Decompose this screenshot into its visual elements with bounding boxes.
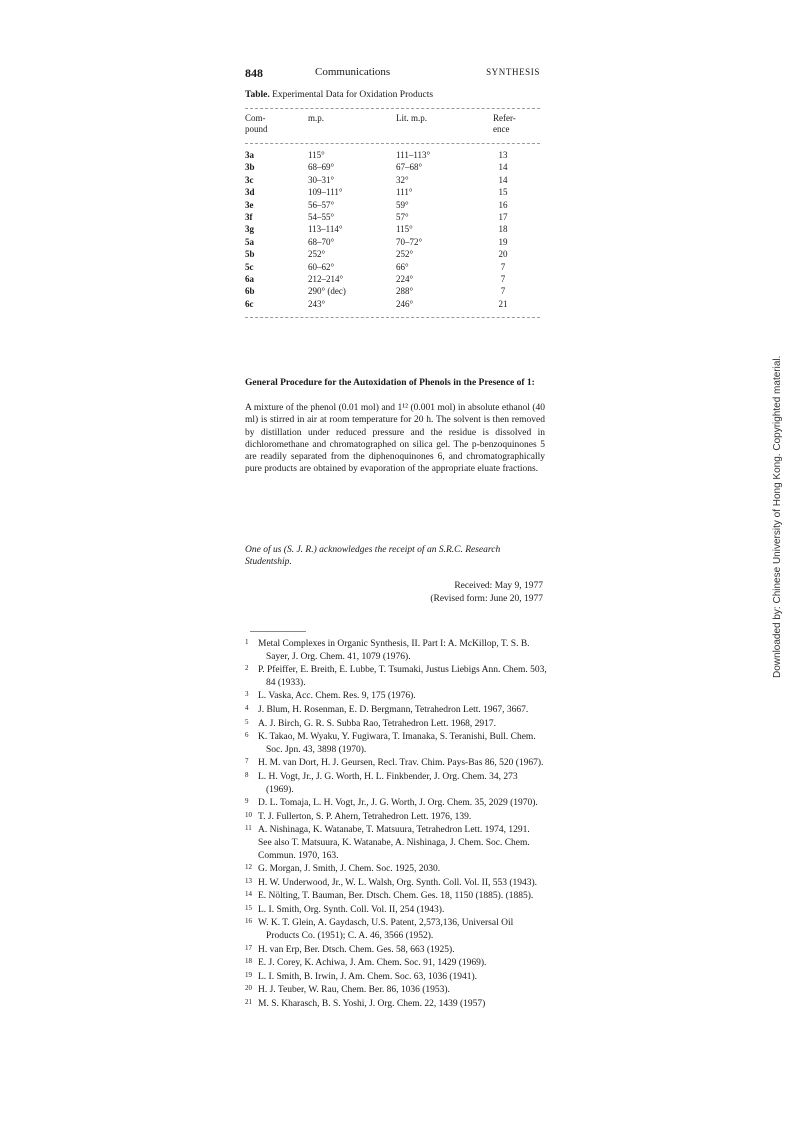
cell-reference: 21 — [498, 298, 508, 309]
reference-text: E. Nölting, T. Bauman, Ber. Dtsch. Chem. Ges. 18, 1150 (1885). (1885). — [258, 891, 534, 902]
reference-text: See also T. Matsuura, K. Watanabe, A. Nishinaga, J. Chem. Soc. Chem. Commun. 1970, 163. — [258, 837, 530, 861]
cell-reference: 18 — [498, 224, 508, 235]
cell-compound: 5c — [245, 261, 254, 272]
cell-compound: 6b — [245, 286, 255, 297]
revised-date: (Revised form: June 20, 1977 — [430, 594, 543, 604]
reference-text: J. Blum, H. Rosenman, E. D. Bergmann, Tetrahedron Lett. 1967, 3667. — [258, 704, 529, 715]
col-header-lit-mp: Lit. m.p. — [396, 113, 427, 123]
reference-text: H. J. Teuber, W. Rau, Chem. Ber. 86, 1036 (1953). — [258, 985, 450, 996]
reference-text: D. L. Tomaja, L. H. Vogt, Jr., J. G. Worth, J. Org. Chem. 35, 2029 (1970). — [258, 798, 538, 809]
reference-item — [245, 824, 547, 862]
reference-number: 9 — [245, 797, 249, 806]
reference-text: K. Takao, M. Wyaku, Y. Fugiwara, T. Imanaka, S. Teranishi, Bull. Chem. Soc. Jpn. 43, 3898 (1970). — [258, 732, 536, 755]
cell-lit-mp: 59° — [396, 199, 409, 210]
table-row — [245, 211, 540, 223]
cell-reference: 7 — [500, 261, 506, 272]
reference-number: 2 — [245, 664, 249, 673]
reference-number: 13 — [245, 876, 252, 885]
cell-mp: 68–69° — [308, 162, 335, 173]
cell-compound: 3f — [245, 211, 253, 222]
table-body — [245, 149, 540, 310]
col-header-reference-1: Refer- — [493, 113, 516, 123]
table-row — [245, 261, 540, 273]
table-caption-text: Experimental Data for Oxidation Products — [272, 90, 434, 100]
reference-item — [245, 690, 547, 703]
reference-text: H. W. Underwood, Jr., W. L. Walsh, Org. Synth. Coll. Vol. II, 553 (1943). — [258, 877, 538, 888]
table-row — [245, 174, 540, 186]
table-row — [245, 186, 540, 198]
reference-number: 10 — [245, 810, 252, 819]
cell-lit-mp: 70–72° — [396, 236, 423, 247]
reference-number: 20 — [245, 984, 252, 993]
reference-item — [245, 811, 547, 824]
reference-item — [245, 771, 547, 796]
cell-mp: 113–114° — [308, 224, 343, 235]
cell-mp: 290° (dec) — [308, 286, 346, 297]
cell-reference: 15 — [498, 187, 508, 198]
cell-compound: 3c — [245, 174, 254, 185]
cell-lit-mp: 66° — [396, 261, 409, 272]
reference-text: T. J. Fullerton, S. P. Ahern, Tetrahedron Lett. 1976, 139. — [258, 811, 472, 822]
cell-mp: 54–55° — [308, 211, 335, 222]
reference-number: 16 — [245, 917, 252, 926]
cell-reference: 19 — [498, 236, 508, 247]
reference-item — [245, 944, 547, 957]
reference-text: A. J. Birch, G. R. S. Subba Rao, Tetrahedron Lett. 1968, 2917. — [258, 718, 496, 729]
table-row — [245, 236, 540, 248]
cell-reference: 17 — [498, 211, 508, 222]
reference-text: W. K. T. Glein, A. Gaydasch, U.S. Patent, 2,573,136, Universal Oil Products Co. (1951); C. A. 46, 3566 (1952). — [258, 918, 514, 942]
acknowledgement: One of us (S. J. R.) acknowledges the receipt of an S.R.C. Research Studentship. — [245, 545, 501, 568]
reference-item — [245, 971, 547, 984]
running-head — [245, 66, 540, 80]
cell-mp: 60–62° — [308, 261, 335, 272]
journal-name: SYNTHESIS — [486, 67, 540, 77]
cell-mp: 243° — [308, 298, 326, 309]
data-table — [245, 108, 540, 318]
reference-text: L. Vaska, Acc. Chem. Res. 9, 175 (1976). — [258, 691, 416, 702]
table-header-rule — [245, 143, 540, 144]
reference-number: 8 — [245, 770, 249, 779]
cell-lit-mp: 67–68° — [396, 162, 423, 173]
reference-number: 14 — [245, 890, 252, 899]
reference-number: 19 — [245, 970, 252, 979]
reference-text: P. Pfeiffer, E. Breith, E. Lubbe, T. Tsumaki, Justus Liebigs Ann. Chem. 503, 84 (1933). — [258, 665, 547, 688]
col-header-reference-2: ence — [493, 124, 510, 134]
cell-compound: 3d — [245, 187, 255, 198]
table-row — [245, 298, 540, 310]
cell-compound: 5a — [245, 236, 254, 247]
reference-number: 1 — [245, 638, 249, 646]
cell-compound: 6a — [245, 273, 254, 284]
reference-text: Metal Complexes in Organic Synthesis, II. Part I: A. McKillop, T. S. B. Sayer, J. Org. Chem. 41, 1079 (1976). — [258, 639, 530, 662]
reference-number: 17 — [245, 943, 252, 952]
cell-reference: 20 — [498, 249, 508, 260]
reference-item — [245, 731, 547, 756]
cell-reference: 7 — [500, 286, 506, 297]
procedure-body: A mixture of the phenol (0.01 mol) and 1¹² (0.001 mol) in absolute ethanol (40 ml) is stirred in air at room temperature for 20 h. The solvent is then removed by distillation under reduced pressure and the residue is dissolved in dichloromethane and chromatographed on silica gel. The p-benzoquinones 5 are readily separated from the diphenoquinones 6, and chromatographically pure products are obtained by evaporation of the appropriate eluate fractions. — [245, 403, 545, 475]
col-header-mp: m.p. — [308, 113, 325, 123]
cell-lit-mp: 115° — [396, 224, 413, 235]
cell-lit-mp: 111–113° — [396, 150, 431, 160]
references-list — [245, 638, 547, 1012]
cell-lit-mp: 224° — [396, 273, 414, 284]
cell-mp: 115° — [308, 150, 325, 160]
table-top-rule — [245, 108, 540, 109]
cell-lit-mp: 111° — [396, 187, 413, 198]
cell-compound: 3e — [245, 199, 254, 210]
reference-item — [245, 917, 547, 942]
procedure-heading: General Procedure for the Autoxidation of Phenols in the Presence of 1: — [245, 378, 535, 388]
reference-text: E. J. Corey, K. Achiwa, J. Am. Chem. Soc. 91, 1429 (1969). — [258, 958, 487, 969]
table-bottom-rule — [245, 317, 540, 318]
cell-lit-mp: 252° — [396, 249, 414, 260]
reference-item — [245, 890, 547, 903]
cell-reference: 14 — [498, 162, 508, 173]
reference-item — [245, 877, 547, 890]
reference-number: 3 — [245, 690, 249, 699]
table-row — [245, 199, 540, 211]
page-number: 848 — [245, 66, 263, 80]
col-header-compound-2: pound — [245, 124, 268, 134]
cell-reference: 7 — [500, 273, 506, 284]
reference-number: 15 — [245, 903, 252, 912]
reference-item — [245, 797, 547, 810]
reference-number: 4 — [245, 703, 249, 712]
reference-number: 18 — [245, 957, 252, 966]
col-header-compound-1: Com- — [245, 113, 266, 123]
received-dates — [430, 580, 543, 606]
table-row — [245, 161, 540, 173]
reference-number: 21 — [245, 998, 252, 1007]
reference-number: 5 — [245, 717, 249, 726]
cell-reference: 16 — [498, 199, 508, 210]
reference-number: 7 — [245, 757, 249, 766]
cell-compound: 3a — [245, 150, 254, 160]
cell-lit-mp: 246° — [396, 298, 414, 309]
reference-item — [245, 664, 547, 689]
reference-item — [245, 718, 547, 731]
reference-item — [245, 998, 547, 1011]
cell-mp: 109–111° — [308, 187, 343, 198]
cell-compound: 3g — [245, 224, 254, 235]
cell-reference: 14 — [498, 174, 508, 185]
cell-mp: 30–31° — [308, 174, 335, 185]
reference-text: L. H. Vogt, Jr., J. G. Worth, H. L. Finkbender, J. Org. Chem. 34, 273 (1969). — [258, 771, 518, 795]
reference-item — [245, 757, 547, 770]
reference-text: H. van Erp, Ber. Dtsch. Chem. Ges. 58, 663 (1925). — [258, 944, 455, 955]
cell-compound: 5b — [245, 249, 255, 260]
table-row — [245, 223, 540, 235]
section-title: Communications — [315, 66, 391, 78]
reference-text: M. S. Kharasch, B. S. Yoshi, J. Org. Chem. 22, 1439 (1957) — [258, 999, 486, 1010]
reference-item — [245, 904, 547, 917]
reference-text: G. Morgan, J. Smith, J. Chem. Soc. 1925, 2030. — [258, 864, 441, 875]
reference-text: L. I. Smith, Org. Synth. Coll. Vol. II, 254 (1943). — [258, 904, 445, 915]
cell-mp: 212–214° — [308, 273, 344, 284]
download-watermark: Downloaded by: Chinese University of Hong Kong. Copyrighted material. — [772, 355, 783, 678]
cell-reference: 13 — [498, 150, 508, 160]
reference-number: 6 — [245, 731, 249, 740]
table-caption — [245, 90, 433, 100]
references-divider — [250, 631, 306, 632]
table-header — [245, 113, 540, 143]
cell-compound: 3b — [245, 162, 255, 173]
cell-lit-mp: 32° — [396, 174, 409, 185]
reference-number: 12 — [245, 863, 252, 872]
table-caption-label: Table. — [245, 90, 270, 100]
cell-mp: 56–57° — [308, 199, 335, 210]
cell-lit-mp: 288° — [396, 286, 414, 297]
table-row — [245, 149, 540, 161]
table-row — [245, 285, 540, 297]
reference-number: 11 — [245, 824, 252, 833]
reference-item — [245, 638, 547, 663]
reference-text: H. M. van Dort, H. J. Geursen, Recl. Trav. Chim. Pays-Bas 86, 520 (1967). — [258, 758, 544, 769]
reference-item — [245, 704, 547, 717]
cell-mp: 68–70° — [308, 236, 335, 247]
reference-text: A. Nishinaga, K. Watanabe, T. Matsuura, Tetrahedron Lett. 1974, 1291. — [258, 825, 530, 836]
reference-item — [245, 957, 547, 970]
reference-item — [245, 984, 547, 997]
table-row — [245, 248, 540, 260]
table-row — [245, 273, 540, 285]
cell-compound: 6c — [245, 298, 254, 309]
reference-item — [245, 863, 547, 876]
received-date: Received: May 9, 1977 — [454, 581, 543, 591]
cell-lit-mp: 57° — [396, 211, 409, 222]
reference-text: L. I. Smith, B. Irwin, J. Am. Chem. Soc. 63, 1036 (1941). — [258, 971, 478, 982]
cell-mp: 252° — [308, 249, 326, 260]
